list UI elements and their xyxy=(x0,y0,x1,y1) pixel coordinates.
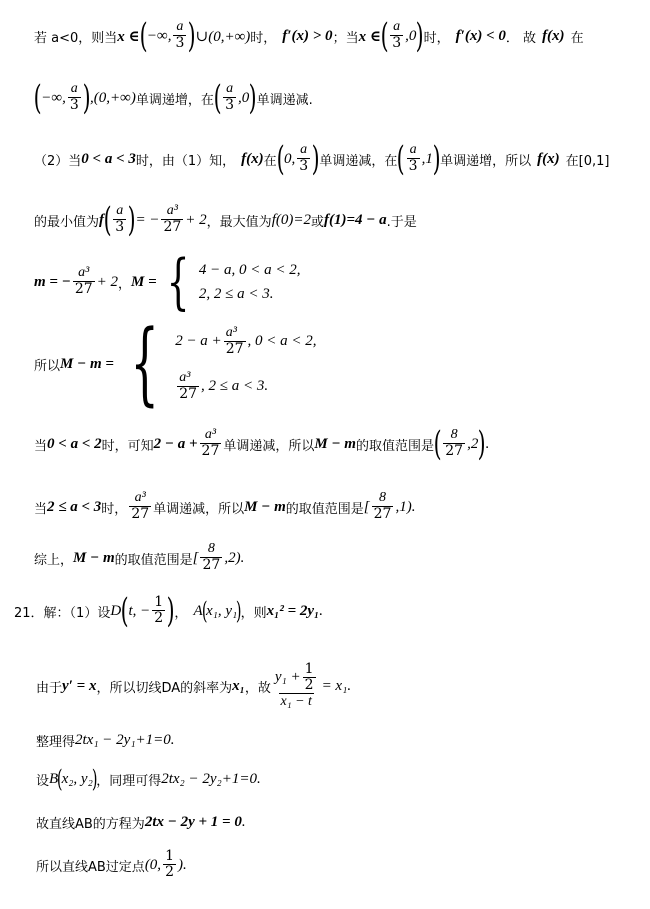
fraction: $\frac{a}{3}$ xyxy=(408,142,418,175)
line-15: 所以直线AB过定点 (0, $\frac{1}{2}$ ) . xyxy=(36,848,187,881)
line-5: m = − $\frac{\text{a³}}{27}$ + 2 ， M = { 4 − a, 0 < a < 2, 2, 2 ≤ a < 3. xyxy=(34,247,301,317)
line-8: 当 2 ≤ a < 3 时， $\frac{\text{a³}}{27}$ 单调递减，所以 M − m 的取值范围是 [ $\frac{8}{27}$ ,1) . xyxy=(34,490,416,523)
line-3: （2）当 0 < a < 3 时，由（1）知， f(x) 在 ( 0, $\frac{a}{3}$ ) 单调递减，在 ( $\frac{a}{3}$ ,1 ) 单调递增，所以 f(x) 在[0,1] xyxy=(34,139,610,179)
fraction: $\frac{8}{27}$ xyxy=(202,541,221,574)
fraction: $\frac{a}{3}$ xyxy=(299,142,309,175)
fraction: $\frac{a}{3}$ xyxy=(175,19,185,52)
line-1: 若 a<0，则当 x ∈ ( −∞, $\frac{a}{3}$ ) ∪(0,+∞) 时， f′(x) > 0 ；当 x ∈ ( $\frac{a}{3}$ ,0 ) 时， f′(x) < 0 ． 故 f(x) 在 xyxy=(34,16,584,56)
fraction: $\frac{a}{3}$ xyxy=(115,203,125,236)
line-4: 的最小值为 f ( $\frac{a}{3}$ ) = − $\frac{\text{a³}}{27}$ + 2 ，最大值为 f(0)=2 或 f(1)=4 − a .于是 xyxy=(34,200,417,240)
line-12: 整理得 2tx₁ − 2y₁+1=0. xyxy=(36,731,175,750)
line-11: 由于 y′ = x ，所以切线DA的斜率为 x₁ ，故 y₁ + $\frac{1}{2}$ x₁ − t = x₁ . xyxy=(36,661,352,710)
fraction: $\frac{\text{a³}}{27}$ xyxy=(74,265,93,298)
fraction: y₁ + $\frac{1}{2}$ x₁ − t xyxy=(274,661,314,710)
fraction: $\frac{\text{a³}}{27}$ xyxy=(131,490,150,523)
line-2: ( −∞, $\frac{a}{3}$ ) ,(0,+∞) 单调递增，在 ( $\frac{a}{3}$ ,0 ) 单调递减. xyxy=(33,78,313,118)
fraction: $\frac{a}{3}$ xyxy=(225,81,235,114)
line-13: 设 B ( x₂, y₂ ) ，同理可得 2tx₂ − 2y₂+1=0 . xyxy=(36,765,261,793)
line-10: 21．解：（1）设 D ( t, − $\frac{1}{2}$ ) ， A ( x₁, y₁ ) ，则 x₁² = 2y₁ . xyxy=(14,591,324,631)
line-14: 故直线AB的方程为 2tx − 2y + 1 = 0 . xyxy=(36,813,246,832)
fraction: $\frac{a}{3}$ xyxy=(69,81,79,114)
line-9: 综上， M − m 的取值范围是 [ $\frac{8}{27}$ ,2) . xyxy=(34,541,245,574)
fraction: $\frac{\text{a³}}{27}$ xyxy=(163,203,182,236)
fraction: $\frac{1}{2}$ xyxy=(154,594,164,627)
fraction: $\frac{1}{2}$ xyxy=(165,848,174,881)
line-6: 所以 M − m = { 2 − a + $\frac{\text{a³}}{27}$ , 0 < a < 2, $\frac{\text{a³}}{27}$ , 2 ≤ a < 3. xyxy=(34,311,317,416)
fraction: $\frac{8}{27}$ xyxy=(373,490,392,523)
line-7: 当 0 < a < 2 时，可知 2 − a + $\frac{\text{a³}}{27}$ 单调递减，所以 M − m 的取值范围是 ( $\frac{8}{27}$ ,2 ) . xyxy=(34,424,490,464)
fraction: $\frac{8}{27}$ xyxy=(445,427,464,460)
fraction: $\frac{a}{3}$ xyxy=(392,19,402,52)
fraction: $\frac{\text{a³}}{27}$ xyxy=(201,427,220,460)
